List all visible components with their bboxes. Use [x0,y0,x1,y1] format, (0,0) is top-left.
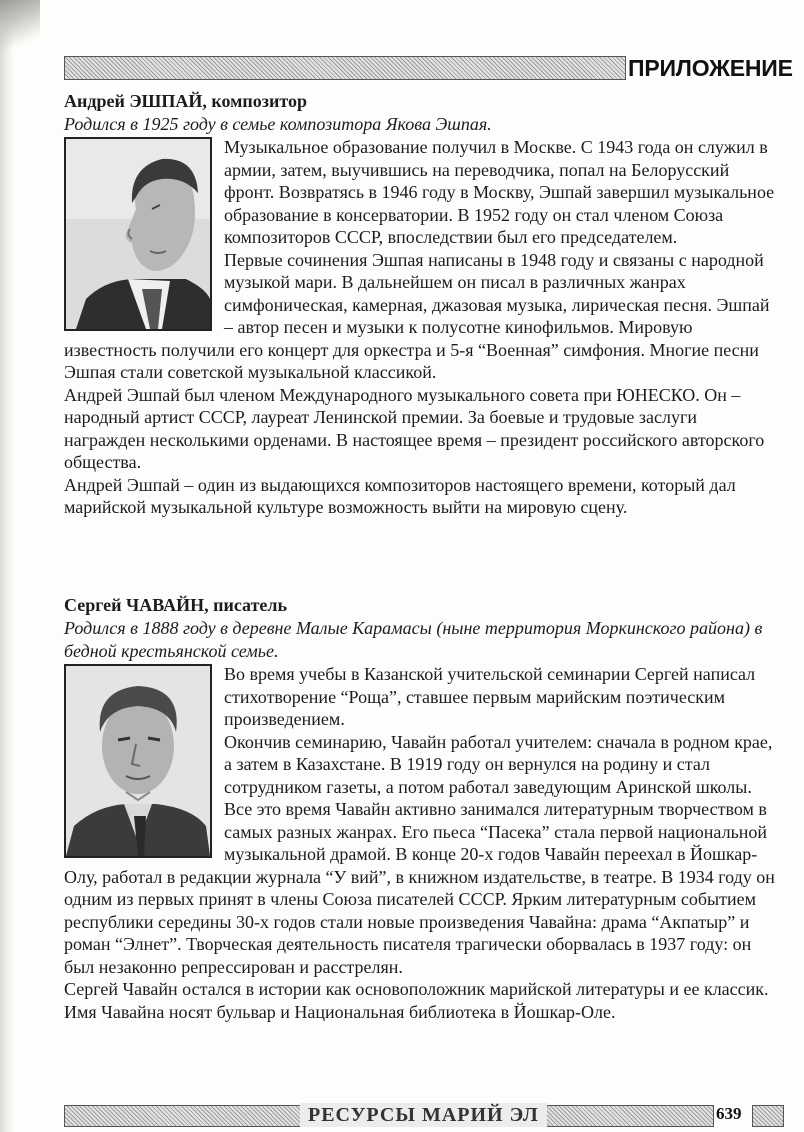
biography-paragraph: Сергей Чавайн остался в истории как основоположник марийской литературы и ее классик. Имя Чавайна носят бульвар и Национальная библиотека в Йошкар-Оле. [64,979,769,1022]
biography-paragraph: Андрей Эшпай – один из выдающихся композиторов настоящего времени, который дал марийской музыкальной культуре возможность выйти на мировую сцену. [64,474,736,517]
footer-hatched-end [752,1105,784,1127]
portrait-chavain-image [66,666,210,856]
footer-title: РЕСУРСЫ МАРИЙ ЭЛ [300,1103,547,1127]
biography-subtitle: Родился в 1888 году в деревне Малые Карамасы (ныне территория Моркинского района) в бедной крестьянской семье. [64,618,763,661]
biography-subtitle: Родился в 1925 году в семье композитора Якова Эшпая. [64,114,492,134]
portrait-photo [64,137,212,331]
biography-paragraph: Музыкальное образование получил в Москве. С 1943 года он служил в армии, затем, выучившись на переводчика, попал на Белорусский фронт. Возвратясь в 1946 году в Москву, Эшпай завершил музыкальное образование в консерватории. В 1952 году он стал членом Союза композиторов СССР, впоследствии был его председателем. [224,137,775,247]
biography-body [64,136,776,519]
biography-paragraph: Во время учебы в Казанской учительской семинарии Сергей написал стихотворение “Роща”, ставшее первым марийским поэтическим произведением. [224,664,756,729]
biography-body [64,663,776,1023]
biography-eshpai [64,90,776,519]
page-corner-fold [0,0,40,60]
page-binding-shadow [0,0,14,1132]
biography-paragraph: Окончив семинарию, Чавайн работал учителем: сначала в родном крае, а затем в Казахстане. В 1919 году он вернулся на родину и стал сотрудником газеты, а потом работал заведующим Аринской школы. Все это время Чавайн активно занимался литературным творчеством в самых разных жанрах. Его пьеса “Пасека” стала первой национальной музыкальной драмой. В конце 20-х годов Чавайн переехал в Йошкар-Олу, работал в редакции журнала “У вий”, в книжном издательстве, в театре. В 1934 году он одним из первых принят в члены Союза писателей СССР. Ярким литературным событием республики середины 30-х годов стали новые произведения Чавайна: драма “Акпатыр” и роман “Элнет”. Творческая деятельность писателя трагически оборвалась в 1937 году: он был незаконно репрессирован и расстрелян. [64,731,775,977]
biography-paragraph: Андрей Эшпай был членом Международного музыкального совета при ЮНЕСКО. Он – народный артист СССР, лауреат Ленинской премии. За боевые и трудовые заслуги награжден несколькими орденами. В настоящее время – президент российского авторского общества. [64,384,765,472]
page-number: 639 [716,1104,742,1123]
biography-name: Андрей ЭШПАЙ, композитор [64,91,307,111]
portrait-eshpai-image [66,139,210,329]
biography-paragraph: Первые сочинения Эшпая написаны в 1948 году и связаны с народной музыкой мари. В дальнейшем он писал в различных жанрах симфоническая, камерная, джазовая музыка, лирическая песня. Эшпай – автор песен и музыки к полусотне кинофильмов. Мировую известность получили его концерт для оркестра и 5-я “Военная” симфония. Многие песни Эшпая стали советской музыкальной классикой. [64,249,770,382]
biography-chavain [64,594,776,1023]
header-hatched-bar [64,56,626,80]
portrait-photo [64,664,212,858]
biography-name: Сергей ЧАВАЙН, писатель [64,595,288,615]
section-heading: ПРИЛОЖЕНИЕ [628,55,793,81]
